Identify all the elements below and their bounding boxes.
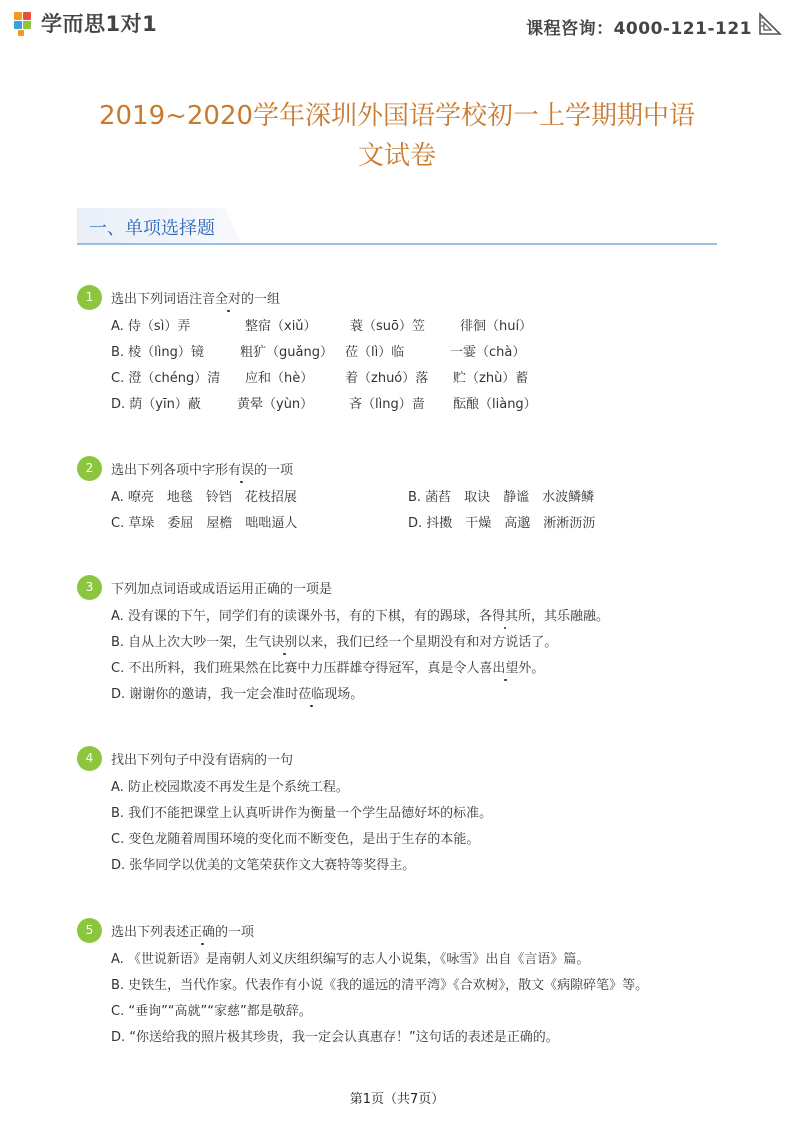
option-d[interactable]: D. “你送给我的照片极其珍贵，我一定会认真惠存！”这句话的表述是正确的。: [111, 1030, 559, 1045]
ruler-triangle-icon: [758, 12, 782, 36]
question-number-badge: 5: [77, 918, 102, 943]
question-1: [77, 285, 717, 415]
option-b[interactable]: B. 我们不能把课堂上认真听讲作为衡量一个学生品德好坏的标准。: [111, 806, 493, 821]
question-number-badge: 1: [77, 285, 102, 310]
exam-title-line-1: 2019~2020学年深圳外国语学校初一上学期期中语: [98, 101, 696, 131]
stem-emphasis: 全对: [215, 292, 242, 307]
stem-emphasis: 正确: [189, 925, 216, 940]
option-d[interactable]: D. 张华同学以优美的文笔荣获作文大赛特等奖得主。: [111, 858, 416, 873]
option-cell: 吝（lìng）啬: [349, 397, 425, 412]
option-c[interactable]: C. “垂询”“高就”“家慈”都是敬辞。: [111, 1004, 312, 1019]
question-stem: [111, 459, 293, 478]
section-header: [77, 208, 717, 248]
stem-text: 的一项: [215, 925, 255, 940]
exam-title-line-2: 文试卷: [357, 141, 436, 171]
page-header: [0, 0, 794, 48]
option-cell: 整宿（xiǔ）: [245, 319, 317, 334]
option-cell: 粗犷（guǎng）: [240, 345, 333, 360]
question-stem: [111, 921, 254, 940]
stem-emphasis: 有误: [228, 463, 255, 478]
question-stem: 下列加点词语或成语运用正确的一项是: [111, 582, 333, 597]
option-cell: 着（zhuó）落: [345, 371, 429, 386]
option-c[interactable]: C. 变色龙随着周围环境的变化而不断变色，是出于生存的本能。: [111, 832, 480, 847]
option-d[interactable]: D. 抖擞 干燥 高邈 淅淅沥沥: [408, 516, 596, 531]
option-cell: 莅（lì）临: [345, 345, 405, 360]
option-a[interactable]: A. 《世说新语》是南朝人刘义庆组织编写的志人小说集，《咏雪》出自《言语》篇。: [111, 952, 590, 967]
page-number: 第1页（共7页）: [349, 1092, 445, 1107]
option-cell: 酝酿（liàng）: [453, 397, 537, 412]
option-b[interactable]: B. 史铁生，当代作家。代表作有小说《我的遥远的清平湾》《合欢树》，散文《病隙碎笔》等。: [111, 978, 649, 993]
highlighted-phrase: 喜出望外: [479, 661, 532, 676]
stem-text: 的一项: [254, 463, 294, 478]
stem-text: 的一组: [241, 292, 281, 307]
question-stem: [111, 288, 280, 307]
option-cell: D. 荫（yīn）蔽: [111, 397, 201, 412]
brand-logo[interactable]: [12, 8, 157, 38]
option-a[interactable]: A. 嘹亮 地毯 铃铛 花枝招展: [111, 490, 297, 505]
course-hotline: 课程咨询：4000-121-121: [526, 19, 752, 39]
option-b[interactable]: B. 自从上次大吵一架，生气诀别以来，我们已经一个星期没有和对方说话了。: [111, 635, 558, 650]
highlighted-phrase: 莅临: [298, 687, 325, 702]
question-4: [77, 746, 717, 876]
option-cell: 一霎（chà）: [450, 345, 526, 360]
option-cell: 贮（zhù）蓄: [453, 371, 529, 386]
stem-text: 选出下列各项中字形: [111, 463, 229, 478]
option-c[interactable]: C. 不出所料，我们班果然在比赛中力压群雄夺得冠军，真是令人喜出望外。: [111, 661, 545, 676]
stem-text: 选出下列表述: [111, 925, 190, 940]
xueersi-logo-icon: [12, 9, 38, 37]
stem-text: 选出下列词语注音: [111, 292, 216, 307]
option-cell: 蓑（suō）笠: [350, 319, 425, 334]
highlighted-phrase: 各得其所: [478, 609, 531, 624]
question-number-badge: 3: [77, 575, 102, 600]
option-a[interactable]: A. 没有课的下午，同学们有的读课外书，有的下棋，有的踢球，各得其所，其乐融融。: [111, 609, 609, 624]
question-3: [77, 575, 717, 705]
section-divider: [77, 243, 717, 245]
option-cell: 徘徊（huí）: [460, 319, 533, 334]
option-cell: C. 澄（chéng）清: [111, 371, 221, 386]
option-a[interactable]: A. 防止校园欺凌不再发生是个系统工程。: [111, 780, 349, 795]
brand-name: 学而思1对1: [41, 12, 158, 36]
option-cell: A. 侍（sì）弄: [111, 319, 191, 334]
question-5: [77, 918, 717, 1048]
option-b[interactable]: B. 菡萏 取诀 静谧 水波鳞鳞: [408, 490, 595, 505]
question-stem: 找出下列句子中没有语病的一句: [111, 753, 294, 768]
section-title: 一、单项选择题: [89, 218, 215, 239]
question-2: [77, 456, 717, 536]
question-number-badge: 4: [77, 746, 102, 771]
option-cell: B. 棱（lìng）镜: [111, 345, 204, 360]
highlighted-phrase: 诀别: [271, 635, 298, 650]
exam-title: [0, 96, 794, 176]
option-c[interactable]: C. 草垛 委屈 屋檐 咄咄逼人: [111, 516, 298, 531]
option-cell: 黄晕（yùn）: [237, 397, 314, 412]
option-d[interactable]: D. 谢谢你的邀请，我一定会准时莅临现场。: [111, 687, 364, 702]
question-number-badge: 2: [77, 456, 102, 481]
option-cell: 应和（hè）: [245, 371, 314, 386]
